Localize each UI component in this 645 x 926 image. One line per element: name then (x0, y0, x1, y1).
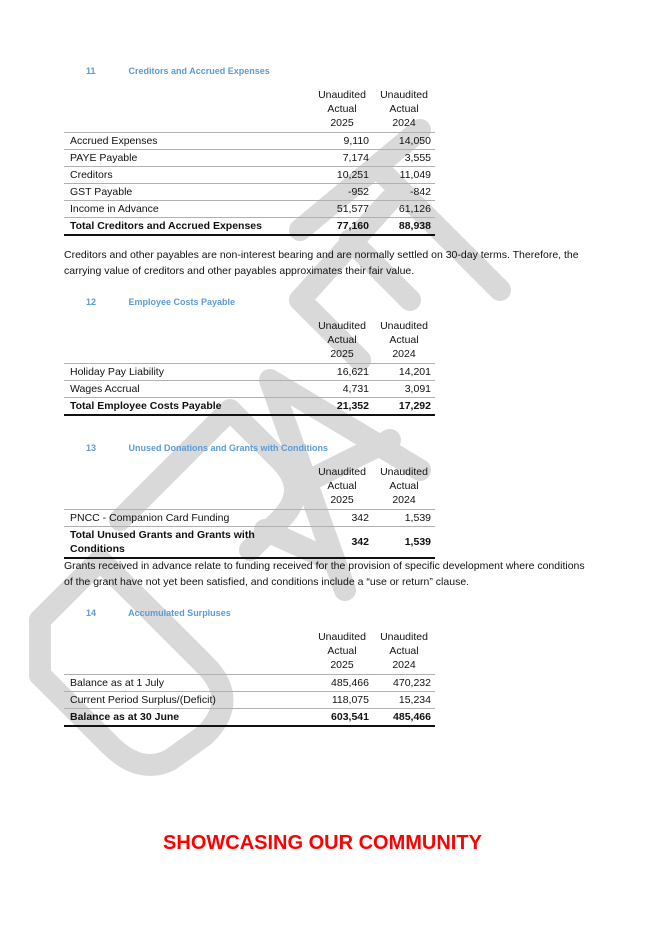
table-row: GST Payable -952 -842 (64, 184, 435, 201)
unused-grants-table (64, 465, 435, 559)
column-header-2025: Unaudited Actual 2025 (318, 466, 366, 506)
table-row: Income in Advance 51,577 61,126 (64, 201, 435, 218)
table-row: Accrued Expenses 9,110 14,050 (64, 133, 435, 150)
section-title: Employee Costs Payable (128, 297, 236, 307)
column-header-2025: Unaudited Actual 2025 (318, 320, 366, 360)
section-title: Unused Donations and Grants with Conditions (128, 443, 329, 453)
section-number: 11 (86, 66, 96, 76)
section-number: 13 (86, 443, 97, 453)
section-number: 12 (86, 297, 97, 307)
total-row: Total Creditors and Accrued Expenses 77,160 88,938 (64, 218, 435, 236)
table-row: Holiday Pay Liability 16,621 14,201 (64, 364, 435, 381)
creditors-note: Creditors and other payables are non-interest bearing and are normally settled on 30-day terms. Therefore, the carrying value of creditors and other payables approximates their fair value. (64, 249, 579, 277)
table-row: PNCC - Companion Card Funding 342 1,539 (64, 510, 435, 527)
column-header-2024: Unaudited Actual 2024 (380, 320, 428, 360)
grants-note: Grants received in advance relate to funding received for the provision of specific development where conditions of the grant have not yet been satisfied, and conditions include a “use or return” clause. (64, 560, 585, 588)
accumulated-surpluses-table (64, 630, 435, 727)
table-row: PAYE Payable 7,174 3,555 (64, 150, 435, 167)
section-heading-13 (86, 443, 328, 453)
column-header-2024: Unaudited Actual 2024 (380, 631, 428, 671)
column-header-2024: Unaudited Actual 2024 (380, 89, 428, 129)
table-row: Balance as at 1 July 485,466 470,232 (64, 675, 435, 692)
table-row: Wages Accrual 4,731 3,091 (64, 381, 435, 398)
section-heading-12 (86, 297, 235, 307)
header-spacer (64, 319, 311, 364)
header-spacer (64, 630, 311, 675)
total-row: Total Unused Grants and Grants with Conditions 342 1,539 (64, 527, 435, 559)
column-header-2024: Unaudited Actual 2024 (380, 466, 428, 506)
total-row: Total Employee Costs Payable 21,352 17,292 (64, 398, 435, 416)
column-header-2025: Unaudited Actual 2025 (318, 89, 366, 129)
section-heading-14 (86, 608, 231, 618)
total-row: Balance as at 30 June 603,541 485,466 (64, 709, 435, 727)
footer-title: SHOWCASING OUR COMMUNITY (163, 832, 482, 854)
employee-costs-table (64, 319, 435, 416)
creditors-table (64, 88, 435, 236)
section-heading-11 (86, 66, 270, 76)
table-row: Current Period Surplus/(Deficit) 118,075 15,234 (64, 692, 435, 709)
header-spacer (64, 88, 311, 133)
table-row: Creditors 10,251 11,049 (64, 167, 435, 184)
section-title: Creditors and Accrued Expenses (128, 66, 270, 76)
section-number: 14 (86, 608, 97, 618)
section-title: Accumulated Surpluses (128, 608, 231, 618)
column-header-2025: Unaudited Actual 2025 (318, 631, 366, 671)
header-spacer (64, 465, 311, 510)
